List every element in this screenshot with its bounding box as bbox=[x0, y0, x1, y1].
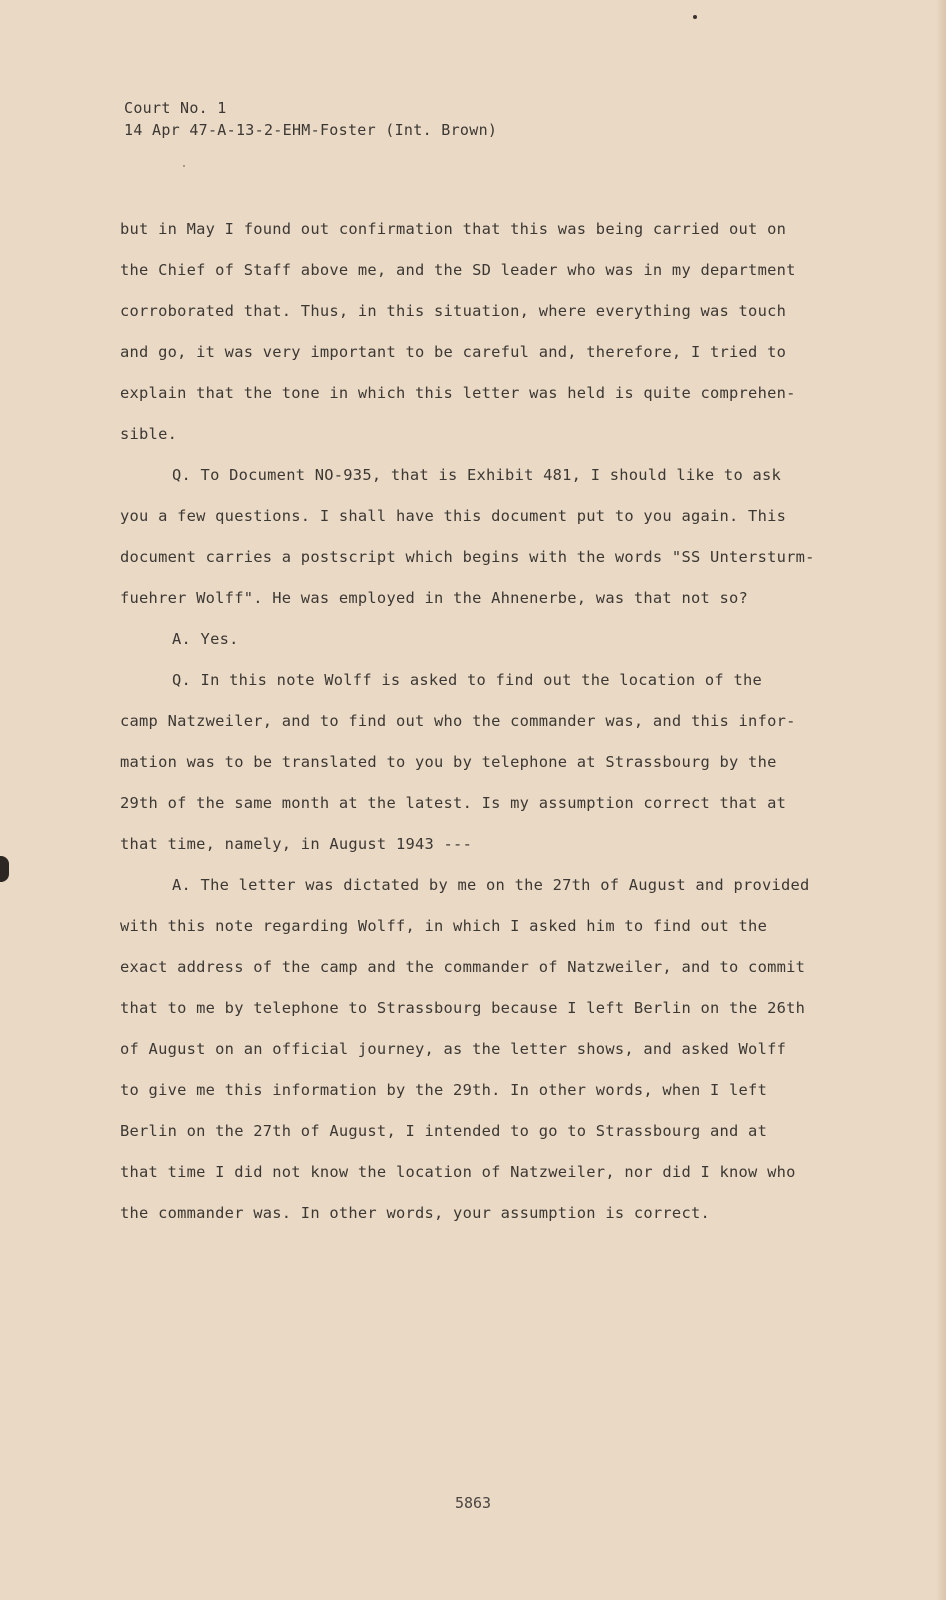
text-line: document carries a postscript which begins with the words "SS Untersturm- bbox=[120, 548, 815, 566]
text-line: mation was to be translated to you by telephone at Strassbourg by the bbox=[120, 753, 777, 771]
text-line: 29th of the same month at the latest. Is my assumption correct that at bbox=[120, 794, 787, 812]
text-line: corroborated that. Thus, in this situation, where everything was touch bbox=[120, 302, 787, 320]
text-line: exact address of the camp and the commander of Natzweiler, and to commit bbox=[120, 958, 806, 976]
session-code: 14 Apr 47-A-13-2-EHM-Foster (Int. Brown) bbox=[124, 121, 498, 139]
binding-hole-mark bbox=[0, 856, 9, 882]
text-line: Berlin on the 27th of August, I intended to go to Strassbourg and at bbox=[120, 1122, 768, 1140]
question-line: Q. In this note Wolff is asked to find out the location of the bbox=[172, 671, 762, 689]
court-number: Court No. 1 bbox=[124, 99, 227, 117]
text-line: that time, namely, in August 1943 --- bbox=[120, 835, 473, 853]
text-line: and go, it was very important to be careful and, therefore, I tried to bbox=[120, 343, 787, 361]
question-line: Q. To Document NO-935, that is Exhibit 481, I should like to ask bbox=[172, 466, 782, 484]
page-edge bbox=[936, 0, 946, 1600]
answer-line: A. Yes. bbox=[172, 630, 239, 648]
text-line: fuehrer Wolff". He was employed in the Ahnenerbe, was that not so? bbox=[120, 589, 749, 607]
page-number: 5863 bbox=[454, 1494, 492, 1512]
text-line: that time I did not know the location of Natzweiler, nor did I know who bbox=[120, 1163, 796, 1181]
text-line: explain that the tone in which this letter was held is quite comprehen- bbox=[120, 384, 796, 402]
text-line: camp Natzweiler, and to find out who the commander was, and this infor- bbox=[120, 712, 796, 730]
transcript-header bbox=[124, 97, 497, 141]
text-line: to give me this information by the 29th. In other words, when I left bbox=[120, 1081, 768, 1099]
text-line: of August on an official journey, as the letter shows, and asked Wolff bbox=[120, 1040, 787, 1058]
text-line: sible. bbox=[120, 425, 178, 443]
text-line: the commander was. In other words, your assumption is correct. bbox=[120, 1204, 710, 1222]
text-line: you a few questions. I shall have this document put to you again. This bbox=[120, 507, 787, 525]
answer-line: A. The letter was dictated by me on the 27th of August and provided bbox=[172, 876, 810, 894]
ink-speck bbox=[693, 15, 697, 19]
transcript-body bbox=[120, 218, 880, 1243]
text-line: but in May I found out confirmation that this was being carried out on bbox=[120, 220, 787, 238]
text-line: that to me by telephone to Strassbourg because I left Berlin on the 26th bbox=[120, 999, 806, 1017]
text-line: with this note regarding Wolff, in which I asked him to find out the bbox=[120, 917, 768, 935]
text-line: the Chief of Staff above me, and the SD leader who was in my department bbox=[120, 261, 796, 279]
ink-speck bbox=[183, 165, 185, 167]
